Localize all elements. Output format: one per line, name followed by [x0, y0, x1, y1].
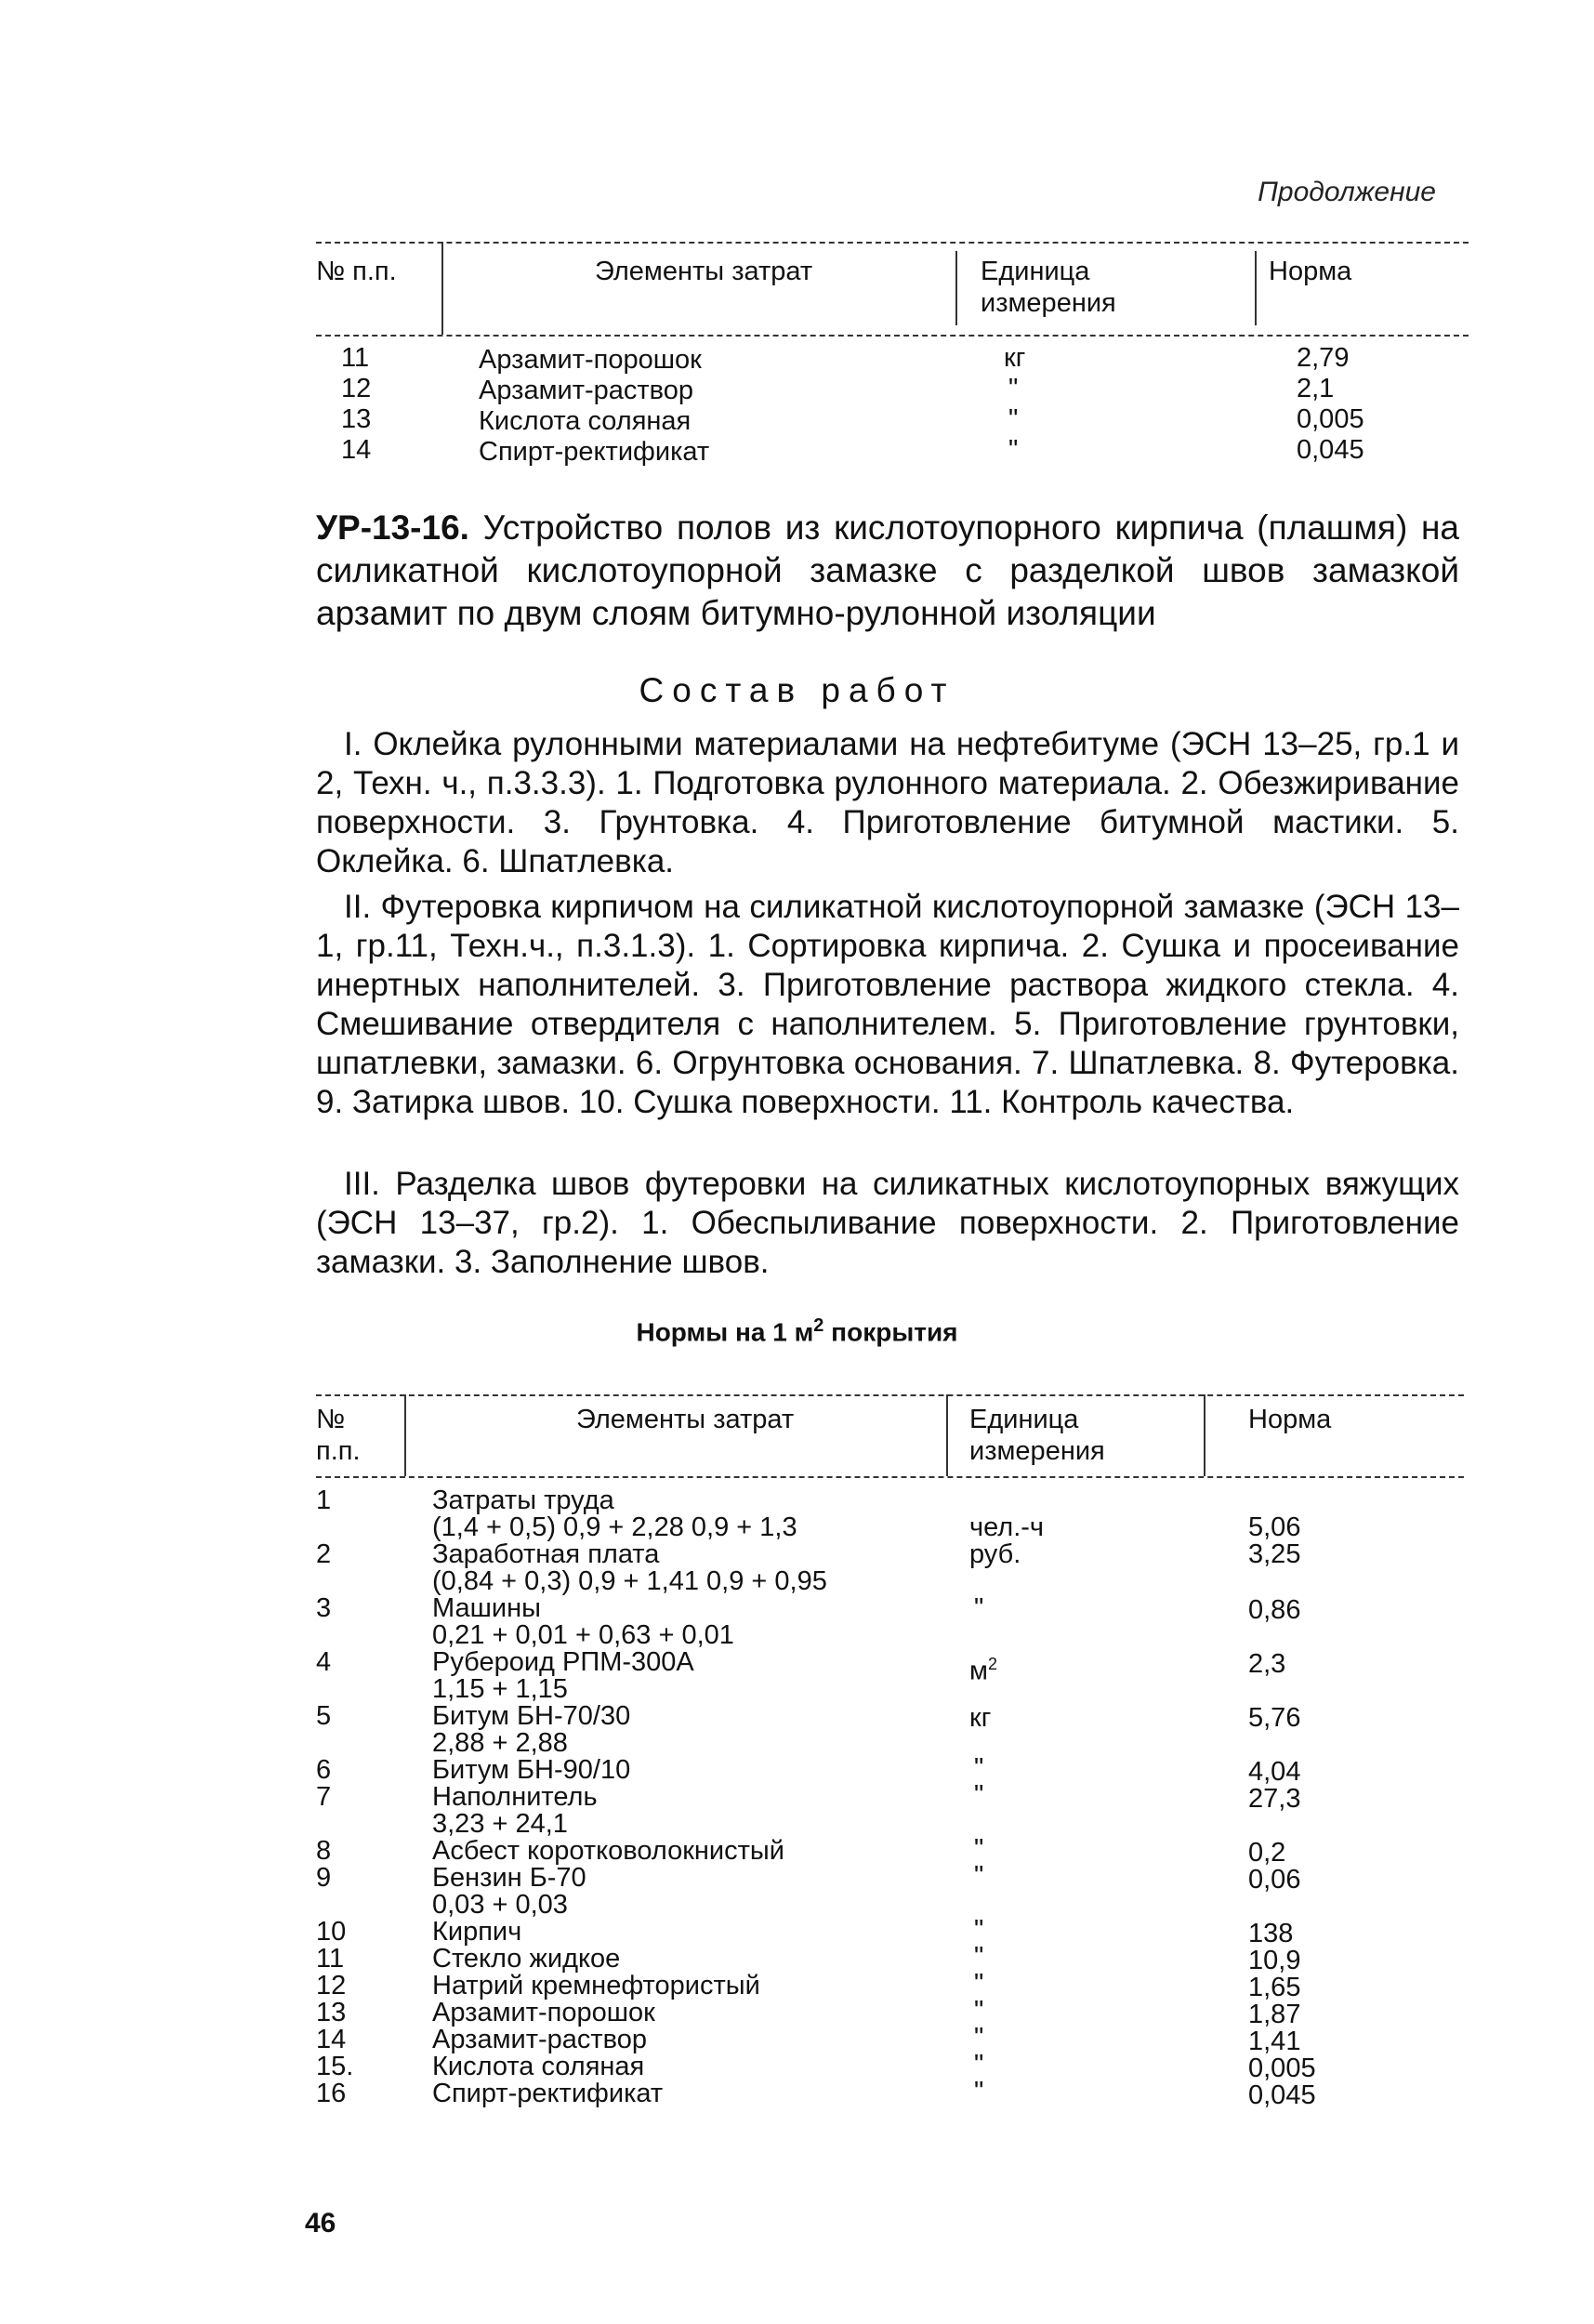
- header-elements: Элементы затрат: [595, 257, 813, 286]
- row-unit: ": [974, 2023, 984, 2053]
- column-divider: [955, 251, 957, 325]
- norms-title-prefix: Нормы на 1 м: [636, 1317, 814, 1347]
- row-unit: ": [974, 1753, 984, 1783]
- column-divider: [1255, 251, 1257, 325]
- row-norm: 0,045: [1248, 2080, 1316, 2110]
- column-divider: [404, 1394, 406, 1476]
- row-norm: 1,65: [1248, 1973, 1301, 2002]
- table-top-rule: [316, 242, 1469, 244]
- row-name: Арзамит-порошок: [479, 345, 702, 375]
- row-norm: 27,3: [1248, 1784, 1301, 1814]
- continuation-label: Продолжение: [1258, 177, 1436, 207]
- row-unit-base: м: [969, 1656, 988, 1686]
- header-number: № п.п.: [316, 257, 397, 286]
- column-divider: [946, 1394, 948, 1476]
- row-name: Рубероид РПМ-300А: [432, 1647, 694, 1677]
- row-detail: (0,84 + 0,3) 0,9 + 1,41 0,9 + 0,95: [432, 1566, 827, 1596]
- row-norm: 5,06: [1248, 1512, 1301, 1542]
- row-name: Машины: [432, 1593, 541, 1623]
- row-norm: 138: [1248, 1919, 1294, 1948]
- row-name: Кирпич: [432, 1917, 522, 1947]
- row-name: Наполнитель: [432, 1782, 598, 1812]
- work-paragraph-1: I. Оклейка рулонными материалами на нефтебитуме (ЭСН 13–25, гр.1 и 2, Техн. ч., п.3.3.3). 1. Подготовка рулонного материала. 2. Обезжиривание поверхности. 3. Грунтовка. 4. Приготовление битумной мастики. 5. Оклейка. 6. Шпатлевка.: [316, 726, 1459, 879]
- header-number-line2: п.п.: [316, 1436, 361, 1466]
- composition-heading: Состав работ: [639, 671, 955, 709]
- table-header-rule: [316, 1476, 1464, 1478]
- row-unit: ": [1008, 435, 1019, 465]
- norms-title: [0, 1315, 1594, 1347]
- row-name: Спирт-ректификат: [479, 437, 710, 467]
- row-name: Заработная плата: [432, 1539, 660, 1569]
- row-name: Арзамит-раствор: [479, 376, 694, 405]
- row-unit: руб.: [969, 1539, 1021, 1569]
- header-norm: Норма: [1269, 257, 1352, 286]
- row-detail: 3,23 + 24,1: [432, 1809, 568, 1839]
- row-number: 7: [316, 1782, 332, 1812]
- section-title-text: Устройство полов из кислотоупорного кирпича (плашмя) на силикатной кислотоупорной замазке с разделкой швов замазкой арзамит по двум слоям битумно-рулонной изоляции: [316, 508, 1460, 632]
- row-name: Натрий кремнефтористый: [432, 1971, 760, 2000]
- row-norm: 4,04: [1248, 1757, 1301, 1787]
- row-detail: 0,21 + 0,01 + 0,63 + 0,01: [432, 1620, 734, 1650]
- row-detail: 1,15 + 1,15: [432, 1674, 568, 1704]
- row-number: 1: [316, 1486, 332, 1515]
- table-header-rule: [316, 335, 1469, 337]
- row-unit: чел.-ч: [969, 1512, 1045, 1542]
- row-norm: 1,41: [1248, 2027, 1301, 2056]
- norms-title-suffix: покрытия: [823, 1317, 958, 1347]
- row-detail: 0,03 + 0,03: [432, 1890, 568, 1920]
- header-number: [316, 1404, 361, 1467]
- page-number: 46: [305, 2208, 336, 2238]
- row-number: 13: [341, 404, 372, 434]
- row-detail: 2,88 + 2,88: [432, 1728, 568, 1758]
- row-unit: ": [974, 1969, 984, 1999]
- row-unit-sup: 2: [987, 1655, 997, 1673]
- row-norm: 2,3: [1248, 1649, 1286, 1679]
- header-unit: Единица измерения: [969, 1405, 1105, 1466]
- column-divider: [1204, 1394, 1205, 1476]
- work-paragraph-3: III. Разделка швов футеровки на силикатных кислотоупорных вяжущих (ЭСН 13–37, гр.2). 1. Обеспыливание поверхности. 2. Приготовление замазки. 3. Заполнение швов.: [316, 1166, 1459, 1280]
- row-unit: ": [974, 1915, 984, 1945]
- section-title: [316, 507, 1459, 635]
- work-paragraph-2: II. Футеровка кирпичом на силикатной кислотоупорной замазке (ЭСН 13–1, гр.11, Техн.ч., п.3.1.3). 1. Сортировка кирпича. 2. Сушка и просеивание инертных наполнителей. 3. Приготовление раствора жидкого стекла. 4. Смешивание отвердителя с наполнителем. 5. Приготовление грунтовки, шпатлевки, замазки. 6. Огрунтовка основания. 7. Шпатлевка. 8. Футеровка. 9. Затирка швов. 10. Сушка поверхности. 11. Контроль качества.: [316, 889, 1459, 1120]
- norms-title-sup: 2: [813, 1315, 824, 1336]
- row-norm: 0,06: [1248, 1865, 1301, 1895]
- row-number: 9: [316, 1863, 332, 1893]
- row-name: Стекло жидкое: [432, 1944, 621, 1974]
- row-norm: 2,1: [1297, 374, 1335, 403]
- row-norm: 10,9: [1248, 1946, 1301, 1975]
- row-name: Кислота соляная: [432, 2052, 645, 2081]
- row-unit: ": [1008, 404, 1019, 434]
- row-detail: (1,4 + 0,5) 0,9 + 2,28 0,9 + 1,3: [432, 1512, 797, 1542]
- row-norm: 0,005: [1297, 404, 1364, 434]
- row-name: Арзамит-раствор: [432, 2025, 648, 2054]
- column-divider: [441, 242, 443, 335]
- row-norm: 0,86: [1248, 1595, 1301, 1625]
- row-unit: ": [974, 1861, 984, 1891]
- row-name: Асбест коротковолокнистый: [432, 1836, 784, 1866]
- row-number: 5: [316, 1701, 332, 1731]
- row-name: Битум БН-70/30: [432, 1701, 631, 1731]
- row-norm: 0,2: [1248, 1838, 1286, 1868]
- row-number: 11: [341, 343, 370, 373]
- row-name: Битум БН-90/10: [432, 1755, 631, 1785]
- row-norm: 2,79: [1297, 343, 1350, 373]
- row-unit: ": [974, 2077, 984, 2106]
- row-unit: кг: [969, 1703, 992, 1733]
- row-unit: ": [974, 1996, 984, 2026]
- row-unit: [969, 1651, 997, 1685]
- row-number: 13: [316, 1998, 347, 2027]
- row-number: 12: [316, 1971, 347, 2000]
- row-number: 14: [316, 2025, 347, 2054]
- row-norm: 0,005: [1248, 2053, 1316, 2083]
- row-number: 15.: [316, 2052, 354, 2081]
- row-number: 12: [341, 374, 372, 403]
- row-number: 11: [316, 1944, 345, 1974]
- row-name: Кислота соляная: [479, 406, 692, 436]
- row-unit: ": [974, 1780, 984, 1810]
- row-name: Бензин Б-70: [432, 1863, 586, 1893]
- section-code: УР-13-16.: [316, 508, 469, 547]
- row-number: 14: [341, 435, 372, 465]
- row-number: 3: [316, 1593, 332, 1623]
- row-unit: ": [974, 1834, 984, 1864]
- row-unit: ": [974, 2050, 984, 2080]
- row-unit: кг: [1004, 343, 1026, 373]
- row-norm: 0,045: [1297, 435, 1364, 465]
- row-unit: ": [974, 1942, 984, 1972]
- row-norm: 5,76: [1248, 1703, 1301, 1733]
- row-number: 6: [316, 1755, 332, 1785]
- row-unit: ": [974, 1593, 984, 1623]
- row-number: 16: [316, 2079, 347, 2108]
- header-norm: Норма: [1248, 1405, 1332, 1434]
- row-number: 8: [316, 1836, 332, 1866]
- row-norm: 3,25: [1248, 1539, 1301, 1569]
- header-unit: Единица измерения: [981, 257, 1116, 318]
- row-name: Арзамит-порошок: [432, 1998, 655, 2027]
- row-name: Затраты труда: [432, 1486, 614, 1515]
- row-unit: ": [1008, 374, 1019, 403]
- row-name: Спирт-ректификат: [432, 2079, 664, 2108]
- row-number: 4: [316, 1647, 332, 1677]
- header-number-line1: №: [316, 1405, 346, 1434]
- row-number: 10: [316, 1917, 347, 1947]
- row-norm: 1,87: [1248, 2000, 1301, 2029]
- header-elements: Элементы затрат: [576, 1405, 795, 1434]
- row-number: 2: [316, 1539, 332, 1569]
- table-top-rule: [316, 1394, 1464, 1396]
